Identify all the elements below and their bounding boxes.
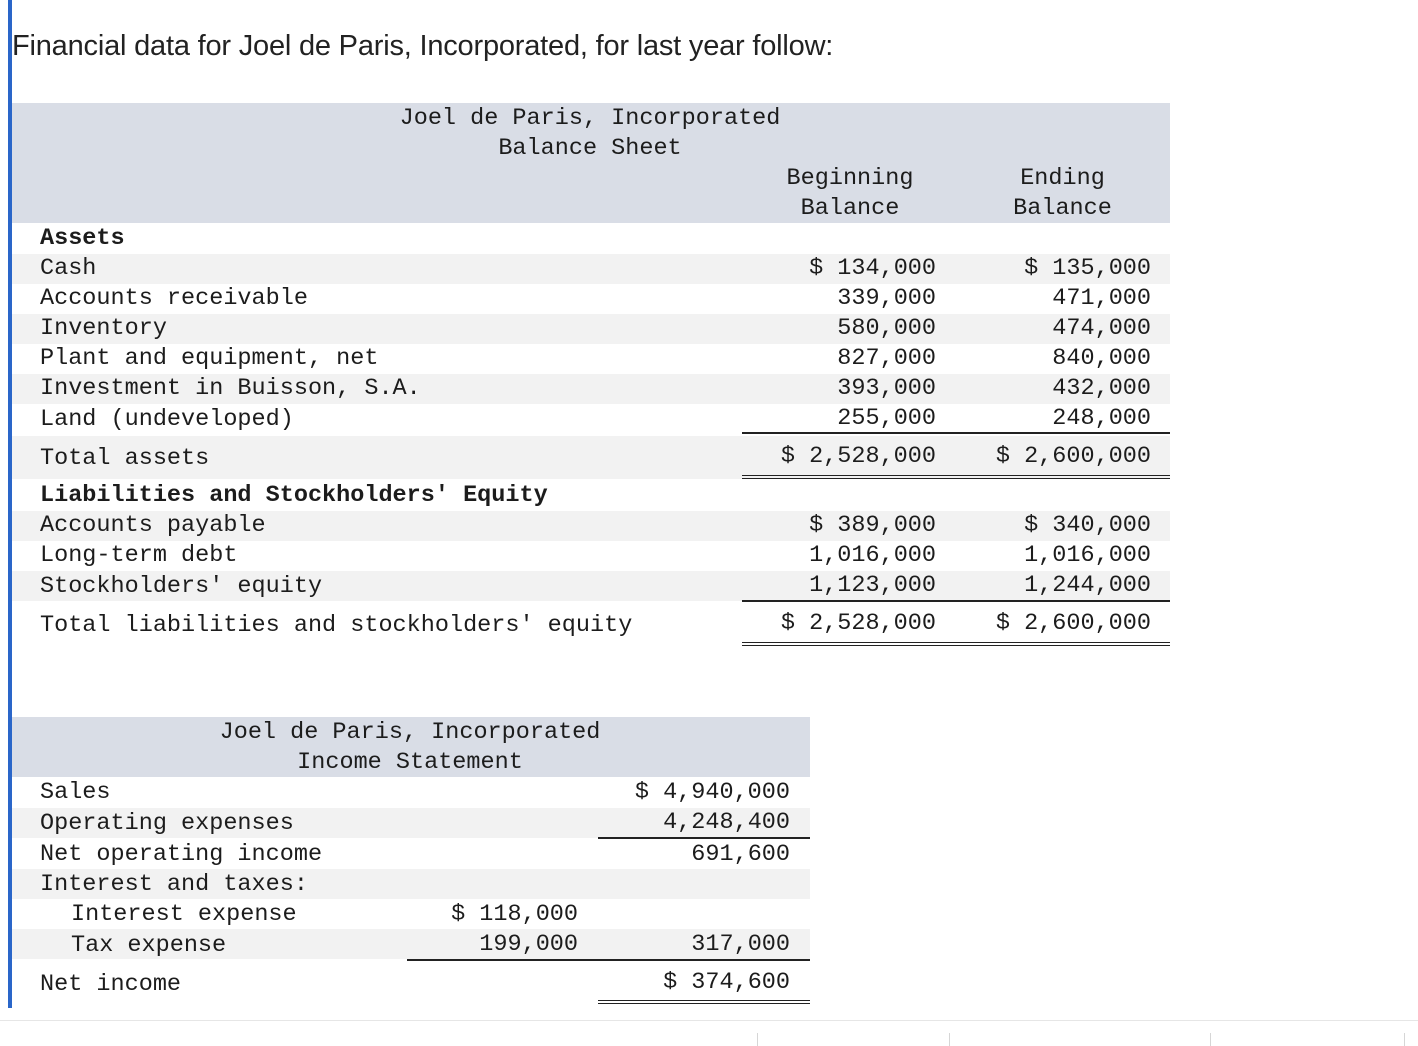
sales-label: Sales: [40, 779, 111, 806]
interest-expense-label: Interest expense: [71, 901, 297, 928]
tax-expense-value: 199,000: [479, 931, 578, 958]
column-divider: [757, 1033, 758, 1046]
liab-label-payable: Accounts payable: [40, 512, 266, 539]
liab-label-debt: Long-term debt: [40, 542, 238, 569]
double-rule-bottom: [598, 1003, 810, 1004]
asset-label-cash: Cash: [40, 255, 97, 282]
total-liab-begin: $ 2,528,000: [780, 610, 936, 637]
liab-debt-end: 1,016,000: [1024, 542, 1151, 569]
tax-expense-label: Tax expense: [71, 932, 227, 959]
net-income-label: Net income: [40, 971, 182, 998]
total-assets-end: $ 2,600,000: [995, 443, 1151, 470]
liab-label-equity: Stockholders' equity: [40, 573, 323, 600]
asset-receivable-end: 471,000: [1052, 285, 1151, 312]
total-assets-begin: $ 2,528,000: [780, 443, 936, 470]
asset-label-receivable: Accounts receivable: [40, 285, 308, 312]
balance-sheet-title: Balance Sheet: [498, 135, 682, 162]
balance-sheet-company: Joel de Paris, Incorporated: [399, 105, 781, 132]
double-rule-top: [742, 475, 1170, 476]
subtotal-rule: [742, 432, 1170, 434]
column-divider: [1210, 1033, 1211, 1046]
sales-value: $ 4,940,000: [634, 779, 790, 806]
column-divider: [949, 1033, 950, 1046]
page-bottom-divider: [0, 1020, 1418, 1021]
total-liab-end: $ 2,600,000: [995, 610, 1151, 637]
double-rule-top: [598, 1000, 810, 1001]
total-assets-label: Total assets: [40, 445, 210, 472]
liab-equity-begin: 1,123,000: [809, 572, 936, 599]
asset-investment-begin: 393,000: [837, 375, 936, 402]
noi-label: Net operating income: [40, 841, 323, 868]
income-statement-title: Income Statement: [297, 749, 523, 776]
interest-taxes-label: Interest and taxes:: [40, 871, 308, 898]
interest-taxes-total: 317,000: [691, 931, 790, 958]
interest-expense-value: $ 118,000: [451, 901, 578, 928]
income-statement-company: Joel de Paris, Incorporated: [219, 719, 601, 746]
col-header-begin-1: Beginning: [786, 165, 914, 192]
col-header-end-2: Balance: [1013, 195, 1112, 222]
opex-label: Operating expenses: [40, 810, 294, 837]
asset-inventory-begin: 580,000: [837, 315, 936, 342]
asset-inventory-end: 474,000: [1052, 315, 1151, 342]
asset-label-inventory: Inventory: [40, 315, 167, 342]
col-header-end-1: Ending: [1020, 165, 1105, 192]
asset-investment-end: 432,000: [1052, 375, 1151, 402]
liab-equity-end: 1,244,000: [1024, 572, 1151, 599]
double-rule-bottom: [742, 645, 1170, 646]
asset-cash-end: $ 135,000: [1024, 255, 1151, 282]
liab-payable-begin: $ 389,000: [809, 512, 936, 539]
opex-value: 4,248,400: [663, 809, 790, 836]
liab-payable-end: $ 340,000: [1024, 512, 1151, 539]
asset-cash-begin: $ 134,000: [809, 255, 936, 282]
double-rule-bottom: [742, 478, 1170, 479]
double-rule-top: [742, 642, 1170, 643]
column-divider: [1404, 1033, 1405, 1046]
asset-plant-begin: 827,000: [837, 345, 936, 372]
asset-label-land: Land (undeveloped): [40, 406, 294, 433]
liab-debt-begin: 1,016,000: [809, 542, 936, 569]
noi-value: 691,600: [691, 841, 790, 868]
net-income-value: $ 374,600: [663, 969, 790, 996]
asset-label-plant: Plant and equipment, net: [40, 345, 379, 372]
liabilities-heading: Liabilities and Stockholders' Equity: [40, 482, 548, 509]
subtotal-rule: [742, 600, 1170, 602]
asset-receivable-begin: 339,000: [837, 285, 936, 312]
asset-land-begin: 255,000: [837, 405, 936, 432]
asset-land-end: 248,000: [1052, 405, 1151, 432]
subtotal-rule: [598, 837, 810, 839]
asset-label-investment: Investment in Buisson, S.A.: [40, 375, 421, 402]
intro-text: Financial data for Joel de Paris, Incorporated, for last year follow:: [12, 30, 834, 62]
asset-plant-end: 840,000: [1052, 345, 1151, 372]
col-header-begin-2: Balance: [800, 195, 900, 222]
total-liab-label: Total liabilities and stockholders' equity: [40, 612, 633, 639]
subtotal-rule: [407, 959, 810, 961]
assets-heading: Assets: [40, 225, 125, 252]
